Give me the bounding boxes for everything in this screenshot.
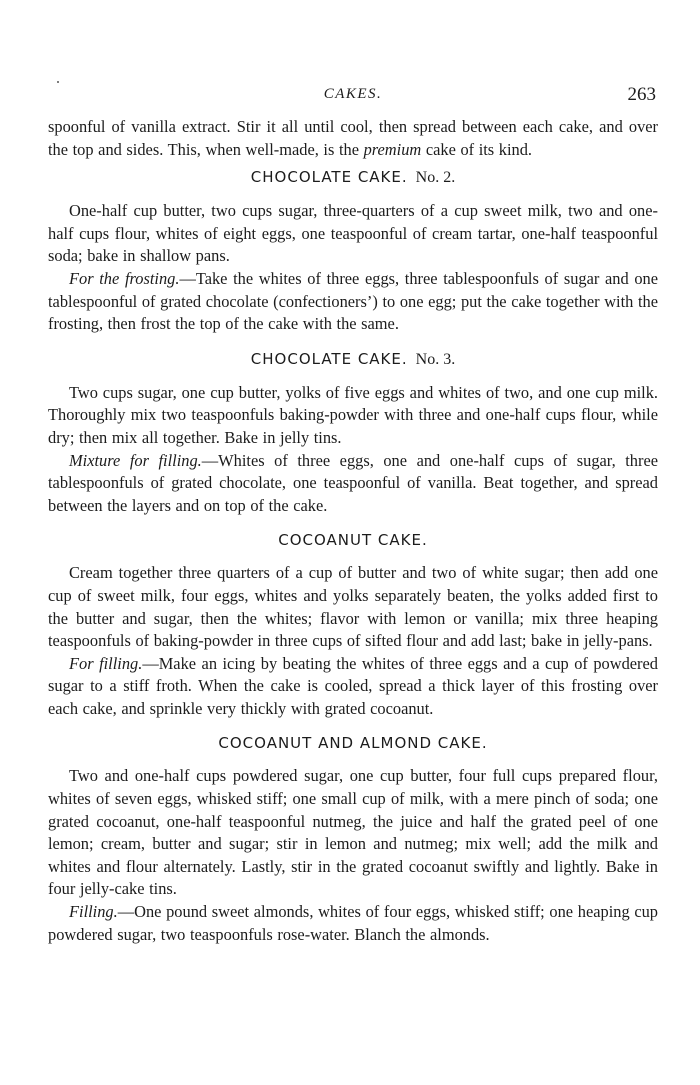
running-head	[48, 86, 658, 116]
recipe-title	[48, 529, 658, 551]
recipe-chocolate-cake-2	[48, 166, 658, 336]
continued-paragraph	[48, 116, 658, 161]
recipe-chocolate-cake-3	[48, 348, 658, 518]
recipe-ingredients	[48, 382, 658, 450]
paragraph-text: Two cups sugar, one cup butter, yolks of five eggs and whites of two, and one cup milk. Thoroughly mix two teaspoonfuls baking-powder with three and one-half cups flour, while dry; then mix all together. Bake in jelly tins.	[48, 382, 658, 447]
paragraph-lead: Filling.	[69, 902, 118, 922]
recipe-title-text: COCOANUT AND ALMOND CAKE.	[218, 734, 488, 753]
recipe-title-text: COCOANUT CAKE.	[278, 531, 428, 550]
recipe-cocoanut-cake	[48, 529, 658, 720]
paragraph-lead: For the frosting.	[69, 268, 180, 288]
continued-text-end: cake of its kind.	[421, 139, 533, 159]
paragraph-text: —Take the whites of three eggs, three tablespoonfuls of sugar and one tablespoonful of grated chocolate (confectioners’) to one egg; put the cake together with the frosting, then frost the top of the cake with the same.	[48, 268, 658, 334]
recipe-title	[48, 166, 658, 189]
paragraph-lead: For filling.	[69, 653, 143, 673]
recipe-ingredients	[48, 562, 658, 652]
recipe-ingredients	[48, 200, 658, 268]
recipe-number: No. 3.	[415, 350, 456, 368]
recipe-cocoanut-almond-cake	[48, 732, 658, 946]
recipe-title-text: CHOCOLATE CAKE.	[250, 349, 408, 368]
recipe-filling	[48, 450, 658, 518]
recipe-number: No. 2.	[415, 169, 456, 187]
recipe-filling	[48, 653, 658, 721]
recipe-ingredients	[48, 765, 658, 901]
paragraph-text: —Make an icing by beating the whites of three eggs and a cup of powdered sugar to a stiff froth. When the cake is cooled, spread a thick layer of this frosting over each cake, and sprinkle very thickly with grated cocoanut.	[48, 653, 658, 718]
recipe-title	[48, 348, 658, 371]
recipe-filling	[48, 901, 658, 946]
running-title: CAKES.	[323, 86, 383, 102]
recipe-title-text: CHOCOLATE CAKE.	[250, 168, 408, 187]
continued-text: spoonful of vanilla extract. Stir it all until cool, then spread between each cake, and over the top and sides. This, when well-made, is the	[48, 117, 658, 159]
paragraph-text: One-half cup butter, two cups sugar, three-quarters of a cup sweet milk, two and one-half cups flour, whites of eight eggs, one teaspoonful of cream tartar, one-half teaspoonful soda; bake in shallow pans.	[48, 201, 658, 266]
paragraph-text: —Whites of three eggs, one and one-half cups of sugar, three tablespoonfuls of grated chocolate, one teaspoonful of vanilla. Beat together, and spread between the layers and on top of the cake.	[48, 450, 659, 515]
emphasis-premium: premium	[363, 139, 422, 159]
recipe-title	[48, 732, 658, 754]
paragraph-lead: Mixture for filling.	[69, 450, 202, 470]
recipe-frosting	[48, 268, 658, 336]
paragraph-text: Cream together three quarters of a cup of butter and two of white sugar; then add one cup of sweet milk, four eggs, whites and yolks separately beaten, the yolks added first to the butter and sugar, then the whites; flavor with lemon or vanilla; mix three heaping teaspoonfuls of baking-powder in three cups of sifted flour and add last; bake in jelly-pans.	[48, 563, 658, 651]
paragraph-text: Two and one-half cups powdered sugar, one cup butter, four full cups prepared flour, whites of seven eggs, whisked stiff; one small cup of milk, with a mere pinch of soda; one grated cocoanut, one-half teaspoonful nutmeg, the juice and half the grated peel of one lemon; cream, butter and sugar; stir in lemon and nutmeg; mix well; add the milk and whites and flour alternately. Lastly, stir in the grated cocoanut swiftly and lightly. Bake in four jelly-cake tins.	[48, 766, 658, 899]
book-page	[48, 86, 658, 946]
page-number: 263	[627, 84, 656, 105]
paragraph-text: —One pound sweet almonds, whites of four eggs, whisked stiff; one heaping cup powdered sugar, two teaspoonfuls rose-water. Blanch the almonds.	[48, 902, 658, 944]
print-speck	[57, 81, 59, 83]
